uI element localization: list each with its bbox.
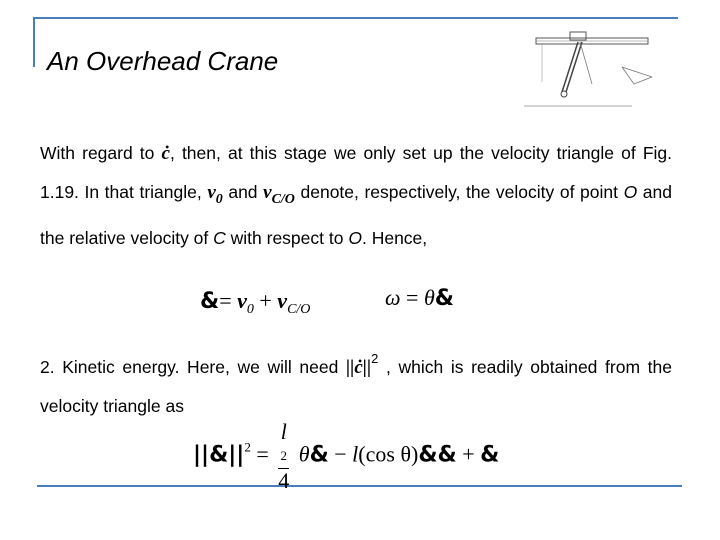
equation-omega bbox=[385, 285, 454, 311]
l-symbol: l bbox=[352, 441, 359, 467]
v-symbol: v bbox=[207, 182, 216, 203]
garbled-symbol: & bbox=[200, 289, 220, 314]
point-o-symbol: O bbox=[348, 228, 362, 248]
equals-sign: = bbox=[256, 441, 269, 467]
c-dot-symbol: ċ bbox=[161, 143, 170, 164]
text-segment: , which is readily obtained from the velocity triangle as bbox=[40, 357, 672, 416]
text-segment: denote, respectively, the velocity of point bbox=[294, 182, 624, 202]
omega-symbol: ω bbox=[385, 285, 401, 310]
slide-title: An Overhead Crane bbox=[47, 46, 279, 76]
plus-sign: + bbox=[462, 441, 475, 467]
fraction-numerator bbox=[278, 420, 289, 469]
v0-symbol bbox=[207, 182, 223, 207]
frame-top-line bbox=[33, 17, 678, 19]
text-segment: With regard to bbox=[40, 143, 162, 163]
theta-symbol: θ bbox=[423, 285, 435, 310]
text-segment: with respect to bbox=[225, 228, 349, 248]
fraction-denominator: 4 bbox=[278, 468, 290, 493]
equals-sign: = bbox=[219, 288, 232, 313]
subscript: 0 bbox=[215, 192, 223, 207]
equation-velocity-sum bbox=[200, 288, 310, 318]
theta-symbol: θ bbox=[298, 441, 310, 467]
fraction-l2-over-4 bbox=[278, 420, 289, 493]
equals-sign: = bbox=[406, 285, 419, 310]
text-segment: and bbox=[222, 182, 264, 202]
garbled-symbol: & bbox=[309, 442, 329, 468]
text-segment: . Hence, bbox=[361, 228, 428, 248]
text-segment: and the relative velocity of bbox=[40, 182, 672, 248]
garbled-symbol: && bbox=[418, 442, 457, 468]
l-symbol: l bbox=[280, 419, 287, 444]
vco-symbol bbox=[263, 182, 295, 207]
paragraph-velocity-triangle bbox=[40, 134, 672, 257]
equation-kinetic-energy bbox=[193, 420, 499, 493]
frame-left-line bbox=[33, 17, 35, 67]
paragraph-kinetic-energy bbox=[40, 340, 672, 425]
text-segment: 2. Kinetic energy. Here, we will need bbox=[40, 357, 346, 377]
garbled-norm: ||&|| bbox=[193, 442, 245, 468]
subscript: C/O bbox=[287, 302, 311, 317]
plus-sign: + bbox=[259, 288, 272, 313]
point-o-symbol: O bbox=[623, 182, 638, 202]
subscript: C/O bbox=[271, 192, 295, 207]
superscript: 2 bbox=[371, 351, 379, 366]
minus-sign: − bbox=[334, 441, 347, 467]
superscript: 2 bbox=[280, 448, 287, 463]
subscript: 0 bbox=[246, 302, 254, 317]
garbled-symbol: & bbox=[480, 442, 500, 468]
v-symbol: v bbox=[237, 288, 247, 313]
v-symbol: v bbox=[277, 288, 288, 313]
crane-figure bbox=[522, 22, 672, 114]
cos-term: (cos θ) bbox=[358, 441, 419, 467]
v-symbol: v bbox=[263, 182, 272, 203]
norm-c-dot: ||ċ|| bbox=[345, 357, 372, 378]
point-c-symbol: C bbox=[213, 228, 226, 248]
garbled-symbol: & bbox=[434, 286, 454, 311]
superscript: 2 bbox=[244, 439, 251, 455]
text-segment: , then, at this stage we only set up the velocity triangle of Fig. 1.19. In that triangle, bbox=[40, 143, 672, 202]
